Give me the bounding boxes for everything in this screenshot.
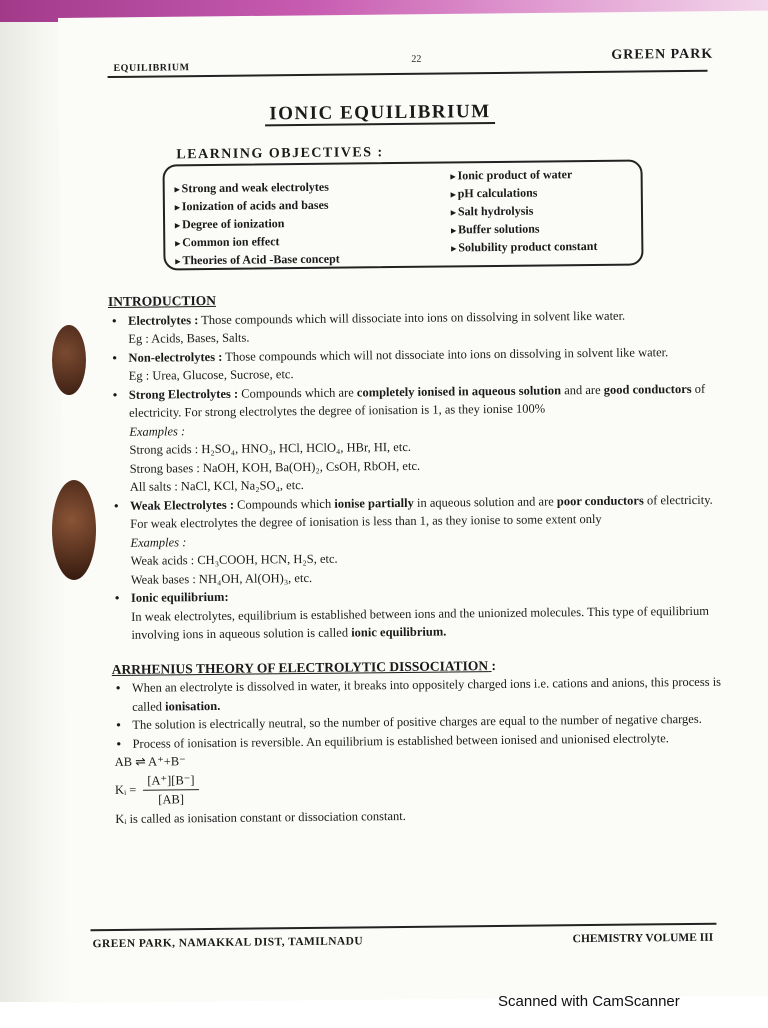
objective-item: ► Strong and weak electrolytes (173, 179, 339, 199)
main-content (108, 287, 724, 828)
learning-objectives-box (162, 159, 643, 270)
learning-objectives-heading: LEARNING OBJECTIVES : (176, 145, 384, 163)
emphasis-text: good conductors (603, 381, 692, 397)
objective-item: ► Degree of ionization (173, 215, 339, 235)
emphasis-text: ionise partially (334, 495, 414, 511)
term: Electrolytes : (128, 312, 199, 328)
definition-text: Those compounds which will dissociate into ions on dissolving in solvent like water. (201, 308, 626, 327)
arrhenius-point-2: • The solution is electrically neutral, so the number of positive charges are equal to the number of negative charges. (112, 710, 722, 735)
objective-item: ► Ionization of acids and bases (173, 197, 339, 217)
definition-text: of electricity. For strong electrolytes the degree of ionisation is 1, as they ionise 100% (128, 381, 706, 420)
ionic-equilibrium-text (111, 601, 721, 644)
footer-volume: CHEMISTRY VOLUME III (572, 931, 714, 946)
ionisation-constant-formula (113, 765, 723, 809)
weak-electrolytes-definition (110, 490, 720, 533)
strong-bases-line: Strong bases : NaOH, KOH, Ba(OH)₂, CsOH, RbOH, etc. (129, 458, 421, 476)
arrhenius-point-3: • Process of ionisation is reversible. An equilibrium is established between ionised and unionised electrolyte. (112, 728, 722, 753)
header-chapter: EQUILIBRIUM (113, 62, 190, 74)
finger-shadow (52, 325, 86, 395)
all-salts-line: All salts : NaCl, KCl, Na₂SO₄, etc. (129, 478, 304, 494)
ki-numerator: [A⁺][B⁻] (143, 771, 198, 791)
objective-item: ► Ionic product of water (449, 166, 597, 186)
examples-label: Examples : (129, 423, 186, 439)
ki-denominator: [AB] (158, 792, 185, 807)
definition-text: of electricity. For weak electrolytes the degree of ionisation is less than 1, as they ionise to some extent only (130, 492, 713, 531)
definition-text: Compounds which (237, 496, 332, 512)
header-publisher: GREEN PARK (611, 46, 714, 63)
weak-acids-line: Weak acids : CH₃COOH, HCN, H₂S, etc. (130, 551, 338, 568)
definition-text: In weak electrolytes, equilibrium is established between ions and the unionized molecules. This type of equilibrium involving ions in aqueous solution is called (131, 603, 710, 642)
objective-item: ► Common ion effect (173, 233, 339, 253)
point-text: When an electrolyte is dissolved in water, it breaks into oppositely charged ions i.e. cations and anions, this process is called (131, 674, 722, 714)
term: Ionic equilibrium: (130, 589, 229, 605)
term: Weak Electrolytes : (129, 497, 235, 513)
example-line: Eg : Acids, Bases, Salts. (128, 330, 250, 346)
ki-label: Kᵢ = (114, 782, 137, 797)
arrhenius-point-1 (112, 673, 722, 716)
term: Non-electrolytes : (128, 349, 223, 365)
dissociation-equation: AB ⇌ A⁺+B⁻ (114, 754, 186, 770)
weak-bases-line: Weak bases : NH₄OH, Al(OH)₃, etc. (130, 570, 313, 587)
introduction-heading: INTRODUCTION (107, 292, 216, 310)
arrhenius-heading-text: ARRHENIUS THEORY OF ELECTROLYTIC DISSOCIATION (111, 657, 489, 677)
emphasis-text: poor conductors (556, 492, 644, 508)
example-line: Eg : Urea, Glucose, Sucrose, etc. (128, 367, 294, 383)
objective-item: ► Buffer solutions (449, 220, 597, 240)
objectives-right-column (449, 166, 598, 258)
definition-text: Those compounds which will not dissociate into ions on dissolving in solvent like water. (225, 344, 669, 364)
page-number: 22 (411, 53, 422, 65)
definition-text: and are (564, 382, 601, 397)
objective-item: ► Theories of Acid -Base concept (173, 251, 339, 271)
scanner-watermark: Scanned with CamScanner (498, 993, 680, 1010)
examples-label: Examples : (130, 534, 187, 550)
ki-note: Kᵢ is called as ionisation constant or dissociation constant. (115, 808, 406, 826)
page-title (0, 98, 764, 128)
arrhenius-heading-colon: : (491, 657, 497, 673)
header-rule (108, 70, 708, 78)
footer-publisher: GREEN PARK, NAMAKKAL DIST, TAMILNADU (92, 935, 364, 951)
emphasis-text: ionic equilibrium. (351, 624, 447, 640)
strong-acids-line: Strong acids : H₂SO₄, HNO₃, HCl, HClO₄, HBr, HI, etc. (129, 439, 412, 457)
finger-shadow (52, 480, 96, 580)
objectives-left-column (173, 179, 340, 271)
objective-item: ► Solubility product constant (449, 238, 597, 258)
page-title-text: IONIC EQUILIBRIUM (265, 101, 495, 126)
objective-item: ► Salt hydrolysis (449, 202, 597, 222)
footer-rule (90, 923, 716, 932)
term: Strong Electrolytes : (128, 386, 239, 402)
emphasis-text: ionisation. (165, 698, 221, 713)
definition-text: Compounds which are (241, 384, 354, 401)
objective-item: ► pH calculations (449, 184, 597, 204)
definition-text: in aqueous solution and are (416, 493, 554, 510)
strong-electrolytes-definition (109, 379, 719, 422)
emphasis-text: completely ionised in aqueous solution (356, 382, 562, 399)
ki-fraction (143, 771, 199, 810)
